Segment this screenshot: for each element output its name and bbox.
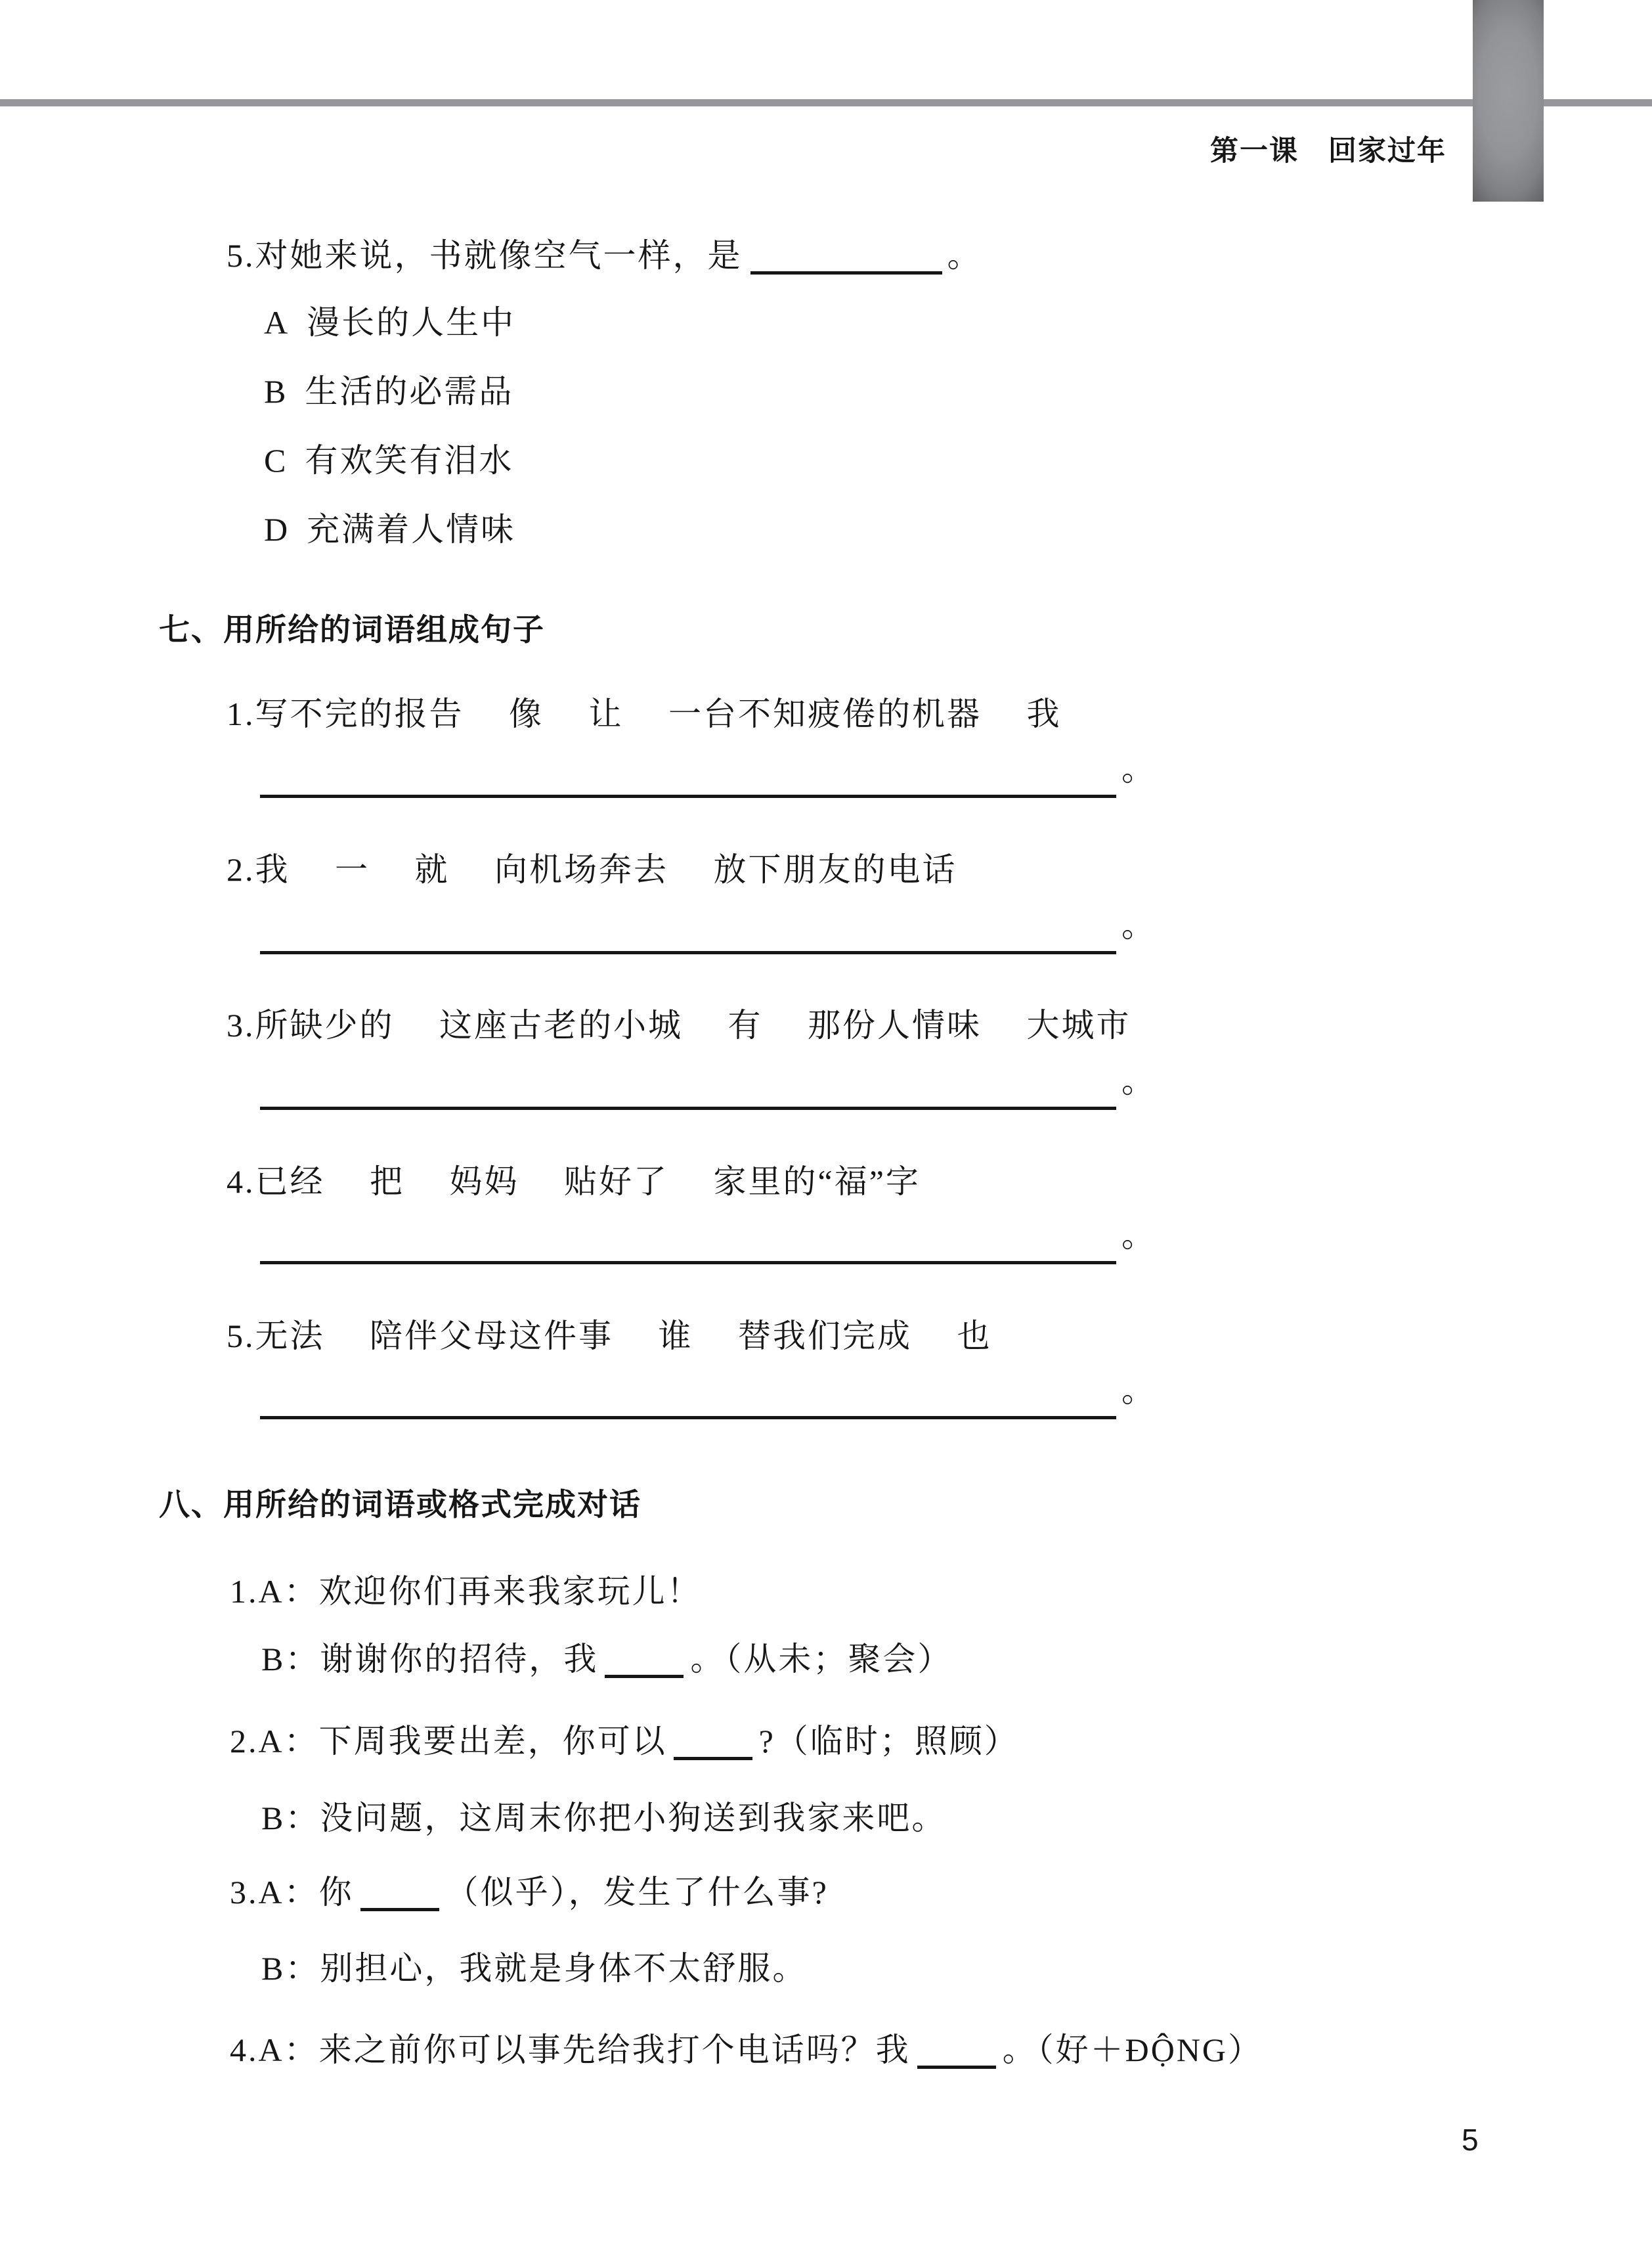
s7-item-4-period: 。 [1121, 1217, 1154, 1254]
dialogue-1-b-label: B： [261, 1641, 320, 1677]
s7-item-2-period: 。 [1121, 907, 1154, 944]
dialogue-2-b-label: B： [261, 1800, 320, 1836]
question-5 [227, 235, 982, 276]
s7-item-5-words [227, 1316, 992, 1356]
dialogue-4-answer-blank[interactable] [917, 2059, 996, 2069]
dialogue-3-b-text: 别担心，我就是身体不太舒服。 [320, 1950, 808, 1987]
s7-item-3-period: 。 [1121, 1063, 1154, 1099]
option-b-label: B [264, 373, 288, 410]
dialogue-2-a-label: 2.A： [230, 1723, 319, 1760]
dialogue-3-line-a [230, 1872, 1490, 1913]
question-5-number: 5. [227, 237, 255, 274]
option-c-text: 有欢笑有泪水 [305, 442, 514, 479]
s7-item-3-word-list: 所缺少的 这座古老的小城 有 那份人情味 大城市 [255, 1007, 1131, 1044]
s7-item-5-number: 5. [227, 1317, 255, 1354]
option-b-text: 生活的必需品 [305, 373, 514, 410]
s7-item-4-words [227, 1161, 921, 1202]
dialogue-1-answer-blank[interactable] [605, 1668, 684, 1678]
s7-item-4-answer-blank[interactable] [260, 1222, 1116, 1264]
corner-tab [1473, 0, 1544, 202]
dialogue-2-answer-blank[interactable] [674, 1750, 752, 1760]
dialogue-4-a-pre: 来之前你可以事先给我打个电话吗？我 [318, 2031, 911, 2068]
lesson-title: 第一课 回家过年 [1210, 135, 1446, 167]
option-b [264, 371, 513, 412]
dialogue-4-line-a [230, 2029, 1490, 2070]
section-8-heading: 八、用所给的词语或格式完成对话 [159, 1487, 641, 1522]
s7-item-1-words [227, 694, 1062, 734]
header-rule [0, 99, 1652, 106]
s7-item-5-answer-blank[interactable] [260, 1377, 1116, 1419]
s7-item-3-number: 3. [227, 1007, 255, 1044]
option-d-text: 充满着人情味 [307, 511, 516, 548]
s7-item-5-period: 。 [1121, 1372, 1154, 1409]
section-7-heading: 七、用所给的词语组成句子 [159, 612, 545, 647]
dialogue-1-b-pre: 谢谢你的招待，我 [320, 1641, 599, 1677]
dialogue-4-a-label: 4.A： [230, 2031, 319, 2068]
dialogue-3-a-label: 3.A： [230, 1874, 319, 1911]
dialogue-4-a-hint: 。（好＋ĐỘNG） [1002, 2031, 1263, 2068]
option-a [264, 302, 515, 343]
s7-item-4-word-list: 已经 把 妈妈 贴好了 家里的“福”字 [255, 1163, 921, 1200]
s7-item-3-answer-blank[interactable] [260, 1067, 1116, 1110]
option-c [264, 440, 513, 481]
question-5-period: 。 [947, 237, 982, 274]
dialogue-1-line-a [230, 1571, 702, 1612]
s7-item-2-answer-blank[interactable] [260, 912, 1116, 954]
option-c-label: C [264, 442, 288, 479]
s7-item-3-words [227, 1005, 1131, 1046]
dialogue-2-b-text: 没问题，这周末你把小狗送到我家来吧。 [320, 1800, 947, 1836]
question-5-text: 对她来说，书就像空气一样，是 [255, 237, 743, 274]
dialogue-3-a-hint: （似乎），发生了什么事? [445, 1874, 829, 1911]
s7-item-4-number: 4. [227, 1163, 255, 1200]
option-d [264, 509, 515, 550]
dialogue-1-line-b [261, 1639, 1490, 1679]
dialogue-1-b-hint: 。（从未；聚会） [690, 1641, 953, 1677]
s7-item-1-period: 。 [1121, 751, 1154, 787]
s7-item-2-word-list: 我 一 就 向机场奔去 放下朋友的电话 [255, 851, 957, 888]
option-d-label: D [264, 511, 290, 548]
dialogue-2-line-a [230, 1721, 1490, 1761]
option-a-text: 漫长的人生中 [307, 304, 516, 341]
dialogue-2-line-b [261, 1798, 946, 1838]
s7-item-2-words [227, 849, 957, 890]
dialogue-3-answer-blank[interactable] [360, 1901, 439, 1911]
dialogue-3-a-pre: 你 [318, 1874, 354, 1911]
dialogue-1-a-text: 欢迎你们再来我家玩儿！ [318, 1573, 702, 1610]
page-number: 5 [1462, 2123, 1479, 2157]
dialogue-2-a-pre: 下周我要出差，你可以 [318, 1723, 667, 1760]
s7-item-1-answer-blank[interactable] [260, 755, 1116, 798]
s7-item-1-number: 1. [227, 696, 255, 732]
s7-item-2-number: 2. [227, 851, 255, 888]
option-a-label: A [264, 304, 290, 341]
question-5-answer-blank[interactable] [750, 265, 942, 275]
s7-item-1-word-list: 写不完的报告 像 让 一台不知疲倦的机器 我 [255, 696, 1062, 732]
dialogue-2-a-hint: ?（临时；照顾） [758, 1723, 1019, 1760]
dialogue-3-b-label: B： [261, 1950, 320, 1987]
dialogue-1-a-label: 1.A： [230, 1573, 319, 1610]
dialogue-3-line-b [261, 1948, 807, 1989]
s7-item-5-word-list: 无法 陪伴父母这件事 谁 替我们完成 也 [255, 1317, 992, 1354]
